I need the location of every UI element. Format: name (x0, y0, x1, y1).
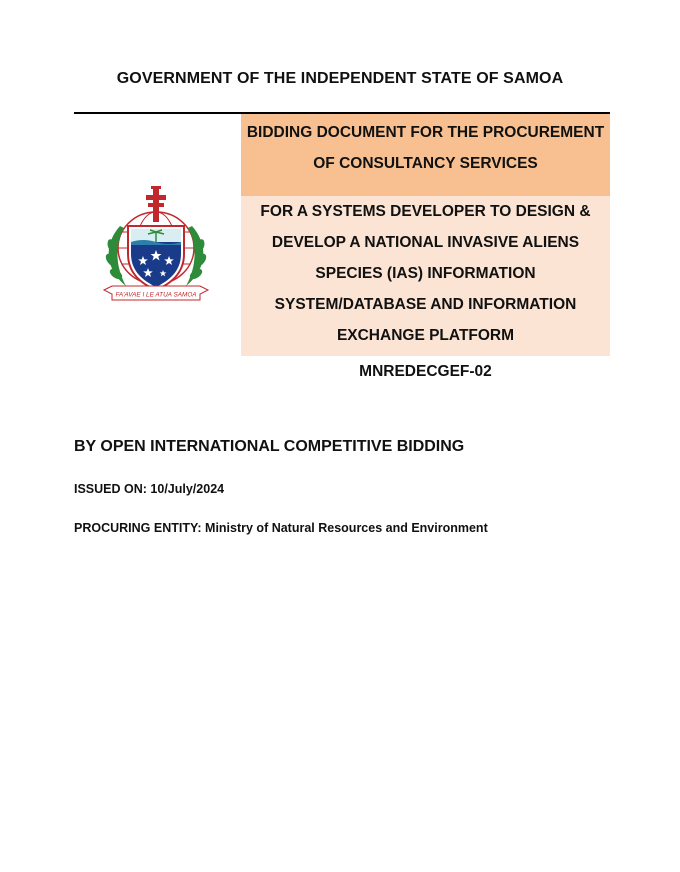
subject-line: SPECIES (IAS) INFORMATION (315, 265, 536, 282)
document-heading-box (241, 114, 610, 196)
reference-number: MNREDECGEF-02 (359, 363, 492, 380)
samoa-coat-of-arms-icon (98, 186, 214, 310)
cross-icon (146, 186, 166, 222)
subject-line: SYSTEM/DATABASE AND INFORMATION (274, 296, 577, 313)
heading-line: BIDDING DOCUMENT FOR THE PROCUREMENT (246, 124, 605, 141)
subject-line: DEVELOP A NATIONAL INVASIVE ALIENS (271, 234, 580, 251)
heading-line: OF CONSULTANCY SERVICES (313, 155, 538, 172)
procuring-entity-label: PROCURING ENTITY: (74, 521, 202, 535)
document-subject-box (241, 196, 610, 356)
issued-on-value: 10/July/2024 (150, 482, 225, 496)
procuring-entity (74, 521, 488, 535)
bidding-method: BY OPEN INTERNATIONAL COMPETITIVE BIDDING (74, 438, 465, 455)
svg-text:FA'AVAE I LE ATUA SAMOA: FA'AVAE I LE ATUA SAMOA (115, 291, 197, 299)
subject-line: FOR A SYSTEMS DEVELOPER TO DESIGN & (260, 203, 591, 220)
issued-on-label: ISSUED ON: (74, 482, 147, 496)
government-title: GOVERNMENT OF THE INDEPENDENT STATE OF SAMOA (116, 70, 564, 87)
issued-on (74, 482, 224, 496)
procuring-entity-value: Ministry of Natural Resources and Environment (205, 521, 488, 535)
subject-line: EXCHANGE PLATFORM (336, 327, 515, 344)
